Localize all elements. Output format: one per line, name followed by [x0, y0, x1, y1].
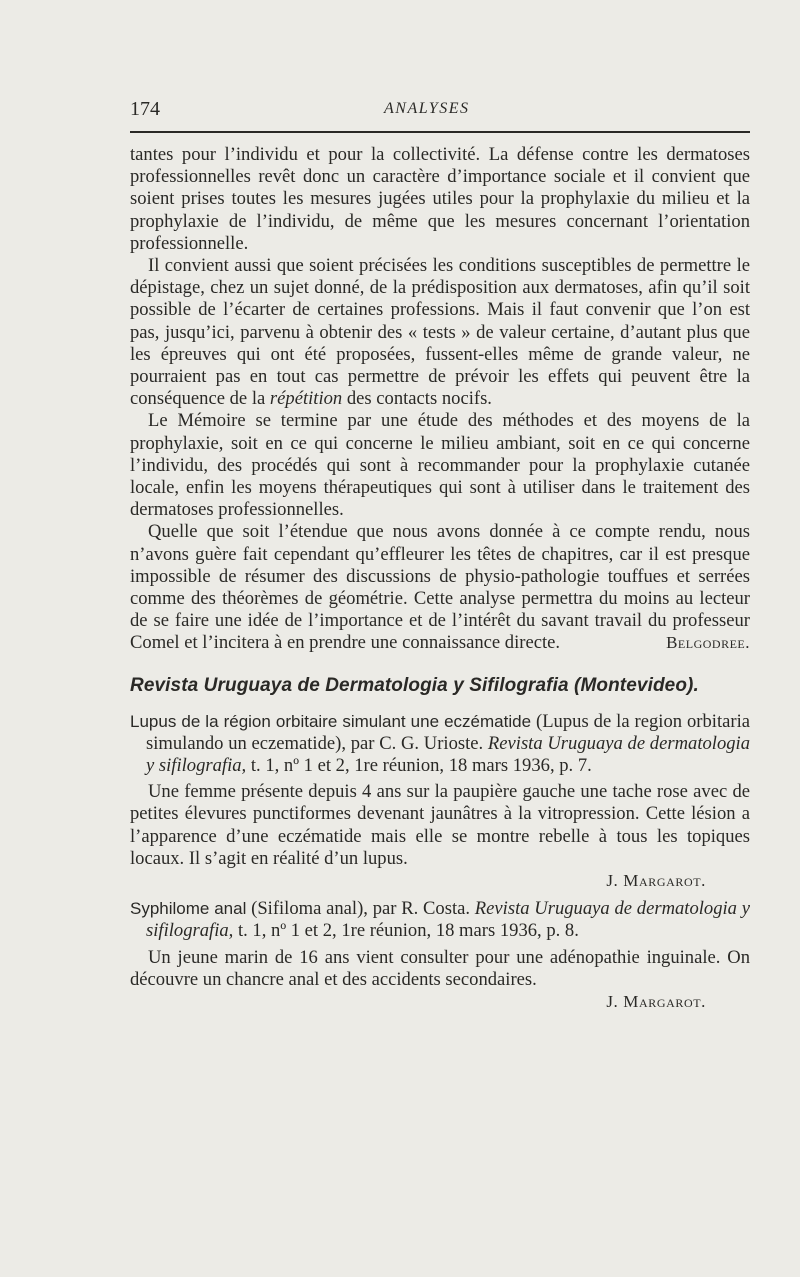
- entry-title: Syphilome anal: [130, 899, 247, 919]
- reviewer-signature: Belgodree.: [666, 633, 750, 653]
- entry-body: Un jeune marin de 16 ans vient consulter pour une adénopathie inguinale. On découvre un chancre anal et des accidents secondaires.: [130, 946, 750, 990]
- entry-meta: (Sifiloma anal), par R.: [246, 898, 424, 920]
- reviewer-signature: J. Margarot.: [606, 991, 706, 1011]
- entry-meta: (Lupus de la region orbitaria simulando un eczematide), par C. G.: [146, 710, 750, 754]
- paragraph: tantes pour l’individu et pour la collectivité. La défense contre les dermatoses professionnelles revêt donc un caractère d’importance sociale et il convient que soient prises toutes les mesures jugées utiles pour la prophylaxie du milieu et la prophylaxie de l’individu, de même que les mesures concernant l’orientation professionnelle.: [130, 144, 750, 254]
- paragraph-text: Quelle que soit l’étendue que nous avons donnée à ce compte rendu, nous n’avons guère fait cependant qu’effleurer les têtes de chapitres, car il est presque impossible de résumer des discussions de physio-pathologie touffues et serrées comme des théorèmes de géométrie. Cette analyse permettra du moins au lecteur de se faire une idée de l’importance et de l’intérêt du savant travail du professeur Comel et l’incitera à en prendre une connaissance directe.: [130, 521, 750, 654]
- header-rule: [130, 131, 750, 133]
- entry-meta: t. 1, nº 1 et 2, 1re réunion, 18 mars 1936, p. 8.: [233, 920, 579, 942]
- paragraph: [130, 521, 750, 654]
- paragraph: [130, 255, 750, 410]
- entry-citation: [130, 898, 750, 942]
- entry-body: Une femme présente depuis 4 ans sur la paupière gauche une tache rose avec de petites élevures punctiformes devenant jaunâtres à la vitropression. Cette lésion a l’apparence d’une eczématide mais elle se montre rebelle à tous les topiques locaux. Il s’agit en réalité d’un lupus.: [130, 781, 750, 869]
- entry-meta: t. 1, nº 1 et 2, 1re réunion, 18 mars 1936, p. 7.: [246, 755, 592, 777]
- page-body: [130, 144, 750, 1013]
- entry-journal: Revista Uruguaya de dermatologia y sifilografia,: [146, 732, 750, 777]
- reviewer-signature: J. Margarot.: [606, 871, 706, 891]
- page-number: 174: [130, 98, 160, 120]
- paragraph-text: Il convient aussi que soient précisées les conditions susceptibles de permettre le dépistage, chez un sujet donné, de la prédisposition aux dermatoses, afin qu’il soit possible de l’écarter de certaines professions. Mais il faut convenir que l’on est pas, jusqu’ici, parvenu à obtenir des « tests » de valeur certaine, d’autant plus que les épreuves qui ont été proposées, fussent-elles même de grande valeur, ne pourraient pas en tout cas permettre de prévoir les effets qui peuvent être la conséquence de la: [130, 255, 750, 410]
- entry-citation: [130, 711, 750, 778]
- entry-title: Lupus de la région orbitaire simulant une eczématide: [130, 711, 532, 731]
- emphasis: répétition: [269, 388, 343, 410]
- paragraph-text: des contacts nocifs.: [346, 388, 492, 410]
- page-header: [130, 96, 750, 126]
- entry-author: Urioste.: [423, 732, 484, 754]
- entry-journal: Revista Uruguaya de dermatologia y sifilografia,: [146, 898, 750, 942]
- paragraph: Le Mémoire se termine par une étude des méthodes et des moyens de la prophylaxie, soit en ce qui concerne le milieu ambiant, soit en ce qui concerne l’individu, des procédés qui sont à recommander pour la prophylaxie cutanée locale, enfin les moyens thérapeutiques qui sont à utiliser dans le traitement des dermatoses professionnelles.: [130, 410, 750, 521]
- journal-heading: Revista Uruguaya de Dermatologia y Sifilografia (Montevideo).: [130, 674, 699, 696]
- entry-author: Costa.: [423, 898, 471, 920]
- running-title: ANALYSES: [384, 100, 470, 117]
